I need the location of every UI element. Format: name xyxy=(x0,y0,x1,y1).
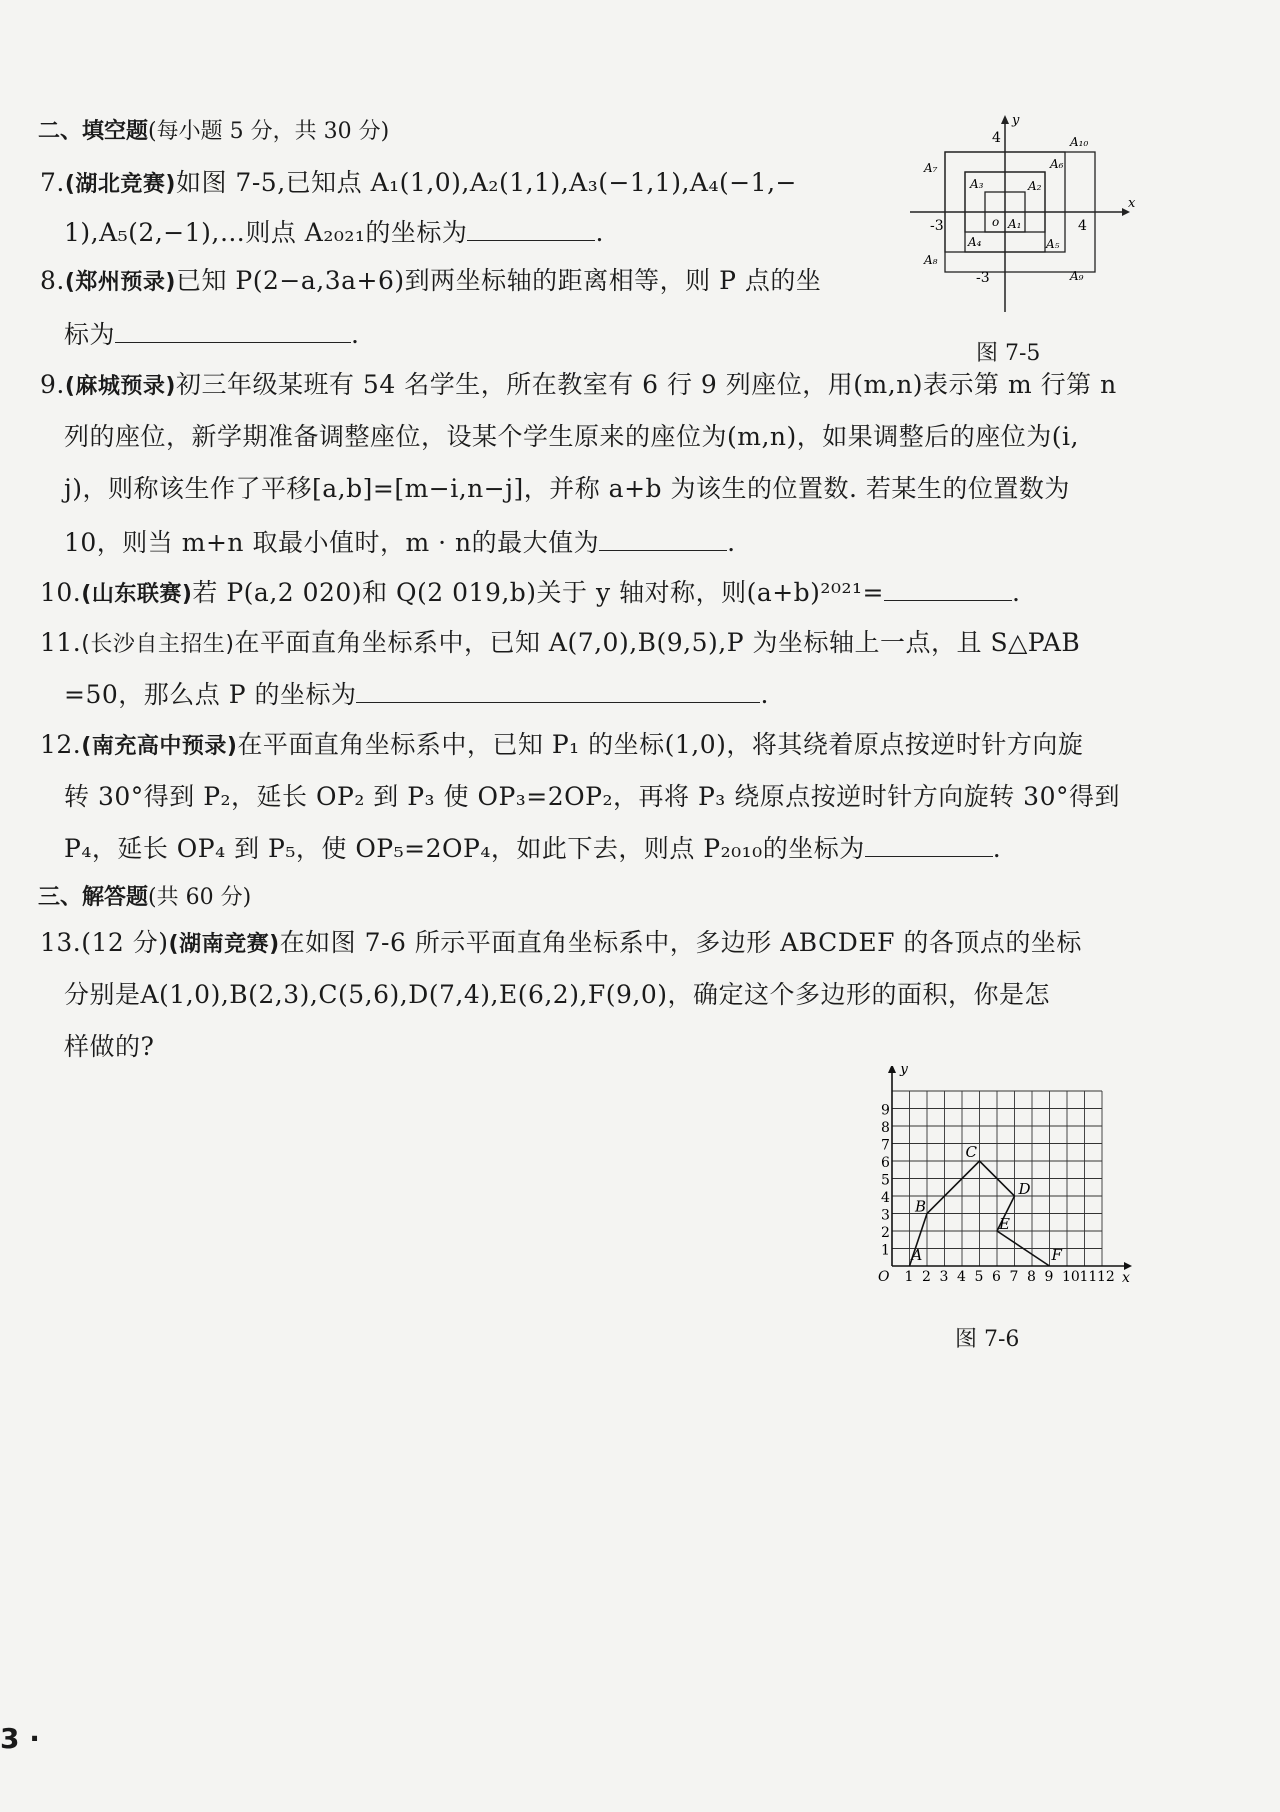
period: . xyxy=(727,528,736,557)
y-tick-label: 9 xyxy=(881,1102,890,1119)
question-number: 7. xyxy=(40,168,65,197)
period: . xyxy=(351,320,360,349)
label-A2: A₂ xyxy=(1028,179,1042,193)
x-tick-label: 9 xyxy=(1044,1269,1054,1285)
question-text: 10，则当 m+n 取最小值时，m · n的最大值为 xyxy=(64,528,600,557)
question-text: 在如图 7-6 所示平面直角坐标系中，多边形 ABCDEF 的各顶点的坐标 xyxy=(279,928,1082,957)
question-text: 如图 7-5,已知点 A₁(1,0),A₂(1,1),A₃(−1,1),A₄(−1,− xyxy=(175,168,797,197)
label-A3: A₃ xyxy=(970,177,984,191)
x-tick-label: 6 xyxy=(992,1269,1001,1285)
question-source: (郑州预录) xyxy=(64,270,176,295)
figure-7-5 xyxy=(900,112,1140,322)
page-number: 3 · xyxy=(0,1722,40,1755)
origin-label: O xyxy=(878,1269,890,1285)
period: . xyxy=(760,680,769,709)
section-3-header xyxy=(38,880,251,911)
vertex-label-F: F xyxy=(1051,1246,1062,1264)
figure-7-5-caption: 图 7-5 xyxy=(976,341,1041,366)
question-text: =50，那么点 P 的坐标为 xyxy=(64,680,357,709)
q7-line2 xyxy=(64,214,604,250)
question-text: 分别是A(1,0),B(2,3),C(5,6),D(7,4),E(6,2),F(9,0)，确定这个多边形的面积，你是怎 xyxy=(64,980,1051,1009)
answer-blank[interactable] xyxy=(865,830,993,857)
origin-label: o xyxy=(992,215,1000,229)
y-arrow-icon xyxy=(888,1066,896,1073)
q7-line1 xyxy=(40,166,797,202)
label-A5: A₅ xyxy=(1046,237,1060,251)
x-tick-label: 7 xyxy=(1009,1269,1019,1285)
q8-line1 xyxy=(40,264,821,300)
tick-neg3-left: -3 xyxy=(930,218,944,234)
x-tick-label: 2 xyxy=(922,1269,931,1285)
q9-line2 xyxy=(64,420,1079,454)
q10-line1 xyxy=(40,574,1020,612)
question-text: 初三年级某班有 54 名学生，所在教室有 6 行 9 列座位，用(m,n)表示第 m 行第 n xyxy=(175,370,1117,399)
q13-line3 xyxy=(64,1030,154,1064)
figure-7-6-caption: 图 7-6 xyxy=(955,1327,1020,1352)
question-text: 在平面直角坐标系中，已知 A(7,0),B(9,5),P 为坐标轴上一点，且 S△PAB xyxy=(234,628,1081,657)
x-tick-label: 1 xyxy=(904,1269,914,1285)
q12-line1 xyxy=(40,728,1083,764)
tick-neg3-bottom: -3 xyxy=(976,270,990,286)
q12-line3 xyxy=(64,830,1001,866)
question-number: 10. xyxy=(40,578,82,607)
label-A9: A₉ xyxy=(1070,269,1084,283)
question-number: 12. xyxy=(40,730,82,759)
vertex-label-A: A xyxy=(911,1246,923,1264)
y-label: y xyxy=(900,1066,908,1077)
label-A8: A₈ xyxy=(924,253,938,267)
x-tick-label: 12 xyxy=(1097,1269,1115,1285)
question-text: 在平面直角坐标系中，已知 P₁ 的坐标(1,0)，将其绕着原点按逆时针方向旋 xyxy=(237,730,1084,759)
question-text: 样做的? xyxy=(64,1032,155,1061)
section-title: 三、解答题 xyxy=(38,885,149,910)
y-tick-label: 2 xyxy=(881,1225,890,1241)
x-tick-label: 8 xyxy=(1027,1269,1036,1285)
y-arrow-icon xyxy=(1001,115,1009,124)
question-source: (湖北竞赛) xyxy=(64,172,176,197)
section-title: 二、填空题 xyxy=(38,119,149,144)
q9-line1 xyxy=(40,368,1117,404)
question-number: 8. xyxy=(40,266,65,295)
question-source: (山东联赛) xyxy=(81,582,193,607)
x-tick-label: 11 xyxy=(1079,1269,1098,1285)
period: . xyxy=(1011,578,1021,607)
question-text: P₄，延长 OP₄ 到 P₅，使 OP₅=2OP₄，如此下去，则点 P₂₀₁₀的坐标为 xyxy=(64,834,865,863)
answer-blank[interactable] xyxy=(356,676,760,703)
vertex-label-D: D xyxy=(1018,1180,1031,1198)
section-points: (每小题 5 分，共 30 分) xyxy=(148,119,390,144)
answer-blank[interactable] xyxy=(115,316,351,343)
section-2-header xyxy=(38,114,389,145)
y-tick-label: 6 xyxy=(881,1155,890,1171)
y-label: y xyxy=(1012,113,1020,128)
q13-line1 xyxy=(40,926,1082,962)
q11-line1 xyxy=(40,626,1080,662)
question-source: (湖南竞赛) xyxy=(168,932,280,957)
period: . xyxy=(595,218,604,247)
x-label: x xyxy=(1128,196,1136,211)
question-source: (长沙自主招生) xyxy=(81,632,235,657)
question-number: 9. xyxy=(40,370,65,399)
question-source: (麻城预录) xyxy=(64,374,176,399)
label-A10: A₁₀ xyxy=(1070,135,1089,149)
x-label: x xyxy=(1122,1270,1130,1286)
answer-blank[interactable] xyxy=(599,524,727,551)
label-A7: A₇ xyxy=(924,161,938,175)
tick-4-right: 4 xyxy=(1078,218,1087,234)
question-text: 1),A₅(2,−1),…则点 A₂₀₂₁的坐标为 xyxy=(64,218,468,247)
x-arrow-icon xyxy=(1124,1262,1132,1270)
section-points: (共 60 分) xyxy=(148,885,252,910)
question-text: j)，则称该生作了平移[a,b]=[m−i,n−j]，并称 a+b 为该生的位置数. 若某生的位置数为 xyxy=(64,474,1070,503)
x-tick-label: 4 xyxy=(957,1269,966,1285)
x-tick-label: 3 xyxy=(939,1269,949,1285)
q9-line3 xyxy=(64,472,1070,506)
period: . xyxy=(992,834,1002,863)
q12-line2 xyxy=(64,780,1120,814)
y-tick-label: 1 xyxy=(881,1242,890,1259)
question-number: 13. xyxy=(40,928,82,957)
y-tick-label: 4 xyxy=(881,1190,890,1206)
figure-7-6 xyxy=(860,1066,1150,1296)
question-text: 标为 xyxy=(64,320,116,349)
vertex-label-E: E xyxy=(999,1215,1010,1233)
y-tick-label: 3 xyxy=(881,1207,890,1224)
y-tick-label: 5 xyxy=(881,1172,890,1189)
vertex-label-C: C xyxy=(965,1143,977,1161)
tick-4-top: 4 xyxy=(992,130,1001,146)
question-text: 已知 P(2−a,3a+6)到两坐标轴的距离相等，则 P 点的坐 xyxy=(175,266,822,295)
question-text: 列的座位，新学期准备调整座位，设某个学生原来的座位为(m,n)，如果调整后的座位为(i, xyxy=(64,422,1079,451)
question-points: (12 分) xyxy=(81,928,169,957)
x-tick-label: 10 xyxy=(1062,1269,1080,1285)
answer-blank[interactable] xyxy=(884,574,1012,601)
label-A6: A₆ xyxy=(1050,157,1064,171)
q8-line2 xyxy=(64,316,359,352)
answer-blank[interactable] xyxy=(467,214,595,241)
question-number: 11. xyxy=(40,628,82,657)
label-A1: A₁ xyxy=(1008,217,1022,231)
question-source: (南充高中预录) xyxy=(81,734,238,759)
question-text: 转 30°得到 P₂，延长 OP₂ 到 P₃ 使 OP₃=2OP₂，再将 P₃ 绕原点按逆时针方向旋转 30°得到 xyxy=(64,782,1120,811)
y-tick-label: 8 xyxy=(881,1120,890,1136)
vertex-label-B: B xyxy=(915,1197,927,1216)
q9-line4 xyxy=(64,524,736,560)
y-tick-label: 7 xyxy=(881,1137,890,1154)
label-A4: A₄ xyxy=(968,235,982,249)
q11-line2 xyxy=(64,676,769,712)
question-text: 若 P(a,2 020)和 Q(2 019,b)关于 y 轴对称，则(a+b)²⁰²¹= xyxy=(192,578,884,607)
x-tick-label: 5 xyxy=(974,1269,984,1285)
q13-line2 xyxy=(64,978,1050,1012)
